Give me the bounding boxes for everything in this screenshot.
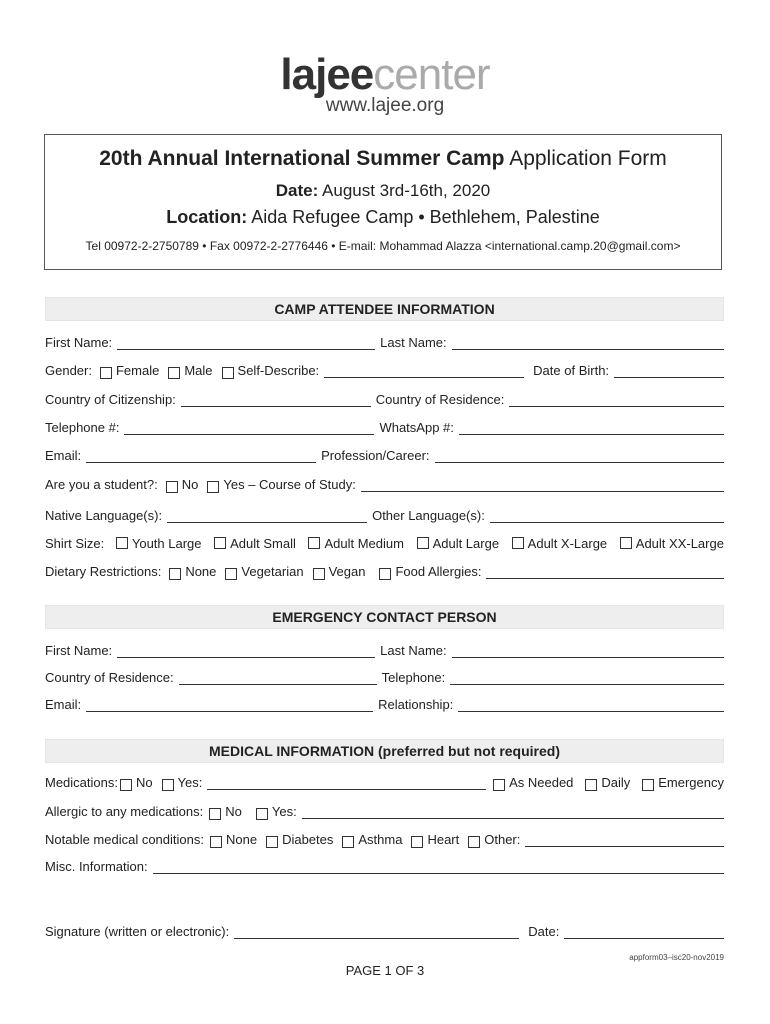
gender-female-label: Female [115, 363, 160, 378]
gender-female-checkbox[interactable] [100, 367, 112, 379]
row-phone [45, 417, 724, 435]
last-name-label: Last Name: [380, 335, 447, 350]
diet-vegetarian-label: Vegetarian [241, 564, 304, 579]
profession-label: Profession/Career: [321, 448, 430, 463]
location-label: Location: [166, 207, 248, 227]
shirt-adult-xlarge-checkbox[interactable] [512, 537, 524, 549]
allergic-yes-label: Yes: [271, 804, 297, 819]
emergency-last-name-label: Last Name: [380, 643, 447, 658]
diet-vegan-checkbox[interactable] [313, 568, 325, 580]
shirt-adult-medium-checkbox[interactable] [308, 537, 320, 549]
signature-date-label: Date: [528, 924, 560, 939]
shirt-adult-large-checkbox[interactable] [417, 537, 429, 549]
residence-label: Country of Residence: [375, 392, 505, 407]
emergency-residence-field[interactable] [179, 672, 377, 685]
emergency-first-name-label: First Name: [45, 643, 113, 658]
student-yes-label: Yes – Course of Study: [223, 477, 356, 492]
other-language-label: Other Language(s): [372, 508, 485, 523]
relationship-field[interactable] [458, 699, 724, 712]
date-label: Date: [275, 181, 319, 200]
shirt-youth-large-checkbox[interactable] [116, 537, 128, 549]
other-condition-field[interactable] [525, 834, 724, 847]
shirt-adult-small-checkbox[interactable] [214, 537, 226, 549]
diet-allergies-label: Food Allergies: [395, 564, 482, 579]
form-title [45, 147, 721, 171]
gender-label: Gender: [45, 363, 92, 378]
diet-none-label: None [185, 564, 217, 579]
student-yes-checkbox[interactable] [207, 481, 219, 493]
dietary-label: Dietary Restrictions: [45, 564, 162, 579]
form-title-bold: 20th Annual International Summer Camp [99, 147, 505, 170]
cond-asthma-label: Asthma [358, 832, 403, 847]
email-label: Email: [45, 448, 82, 463]
allergic-medications-field[interactable] [302, 806, 724, 819]
row-emergency-name [45, 640, 724, 658]
whatsapp-label: WhatsApp #: [379, 420, 454, 435]
med-no-checkbox[interactable] [120, 779, 132, 791]
diet-vegetarian-checkbox[interactable] [225, 568, 237, 580]
diet-none-checkbox[interactable] [169, 568, 181, 580]
allergic-no-label: No [225, 804, 242, 819]
medications-field[interactable] [207, 777, 486, 790]
freq-daily-label: Daily [601, 775, 631, 790]
self-describe-field[interactable] [324, 365, 524, 378]
med-yes-checkbox[interactable] [162, 779, 174, 791]
diet-vegan-label: Vegan [328, 564, 366, 579]
food-allergies-field[interactable] [486, 566, 724, 579]
gender-self-label: Self-Describe: [237, 363, 320, 378]
student-no-checkbox[interactable] [166, 481, 178, 493]
shirt-adult-large-label: Adult Large [432, 536, 500, 551]
cond-diabetes-label: Diabetes [282, 832, 334, 847]
freq-as-needed-checkbox[interactable] [493, 779, 505, 791]
last-name-field[interactable] [452, 337, 724, 350]
first-name-field[interactable] [117, 337, 375, 350]
camp-date [45, 181, 721, 201]
emergency-email-label: Email: [45, 697, 82, 712]
row-email [45, 445, 724, 463]
dob-label: Date of Birth: [533, 363, 610, 378]
row-medications [45, 772, 724, 790]
med-yes-label: Yes: [177, 775, 203, 790]
native-language-field[interactable] [167, 510, 367, 523]
freq-emergency-label: Emergency [658, 775, 724, 790]
cond-heart-label: Heart [427, 832, 460, 847]
emergency-telephone-label: Telephone: [381, 670, 446, 685]
cond-none-label: None [225, 832, 258, 847]
first-name-label: First Name: [45, 335, 113, 350]
cond-heart-checkbox[interactable] [411, 836, 423, 848]
cond-diabetes-checkbox[interactable] [266, 836, 278, 848]
form-code: appform03–isc20-nov2019 [629, 953, 724, 962]
section-header-emergency: EMERGENCY CONTACT PERSON [45, 605, 724, 629]
student-label: Are you a student?: [45, 477, 158, 492]
conditions-label: Notable medical conditions: [45, 832, 204, 847]
relationship-label: Relationship: [378, 697, 454, 712]
course-of-study-field[interactable] [361, 479, 724, 492]
cond-other-checkbox[interactable] [468, 836, 480, 848]
emergency-email-field[interactable] [86, 699, 373, 712]
shirt-adult-xlarge-label: Adult X-Large [527, 536, 608, 551]
date-value: August 3rd-16th, 2020 [318, 181, 491, 200]
residence-field[interactable] [509, 394, 724, 407]
whatsapp-field[interactable] [459, 422, 724, 435]
allergic-no-checkbox[interactable] [209, 808, 221, 820]
camp-location [45, 207, 721, 228]
row-language [45, 505, 724, 523]
signature-field[interactable] [234, 926, 519, 939]
shirt-adult-small-label: Adult Small [230, 536, 296, 551]
freq-daily-checkbox[interactable] [585, 779, 597, 791]
shirt-youth-large-label: Youth Large [131, 536, 202, 551]
form-header-box [44, 134, 722, 270]
contact-line: Tel 00972-2-2750789 • Fax 00972-2-2776446 • E-mail: Mohammad Alazza <international.camp.20@gmail.com> [85, 239, 681, 253]
row-allergic [45, 801, 724, 819]
diet-allergies-checkbox[interactable] [379, 568, 391, 580]
gender-male-checkbox[interactable] [168, 367, 180, 379]
gender-self-checkbox[interactable] [222, 367, 234, 379]
student-no-label: No [181, 477, 199, 492]
section-header-attendee: CAMP ATTENDEE INFORMATION [45, 297, 724, 321]
row-emergency-residence [45, 667, 724, 685]
signature-label: Signature (written or electronic): [45, 924, 230, 939]
lajee-logo [0, 52, 770, 117]
shirt-adult-medium-label: Adult Medium [324, 536, 404, 551]
location-value: Aida Refugee Camp • Bethlehem, Palestine [247, 207, 600, 227]
emergency-last-name-field[interactable] [452, 645, 724, 658]
cond-asthma-checkbox[interactable] [342, 836, 354, 848]
profession-field[interactable] [435, 450, 724, 463]
row-signature [45, 921, 724, 939]
allergic-label: Allergic to any medications: [45, 804, 204, 819]
misc-label: Misc. Information: [45, 859, 148, 874]
dob-field[interactable] [614, 365, 724, 378]
row-student [45, 474, 724, 492]
telephone-label: Telephone #: [45, 420, 120, 435]
med-no-label: No [135, 775, 153, 790]
row-emergency-email [45, 694, 724, 712]
cond-other-label: Other: [484, 832, 521, 847]
row-attendee-name [45, 332, 724, 350]
other-language-field[interactable] [490, 510, 724, 523]
row-shirt [45, 533, 724, 551]
email-field[interactable] [86, 450, 316, 463]
shirt-adult-xxlarge-checkbox[interactable] [620, 537, 632, 549]
form-title-rest: Application Form [504, 147, 667, 170]
logo-word-bold: lajee [280, 50, 374, 99]
gender-male-label: Male [184, 363, 213, 378]
signature-date-field[interactable] [564, 926, 724, 939]
freq-as-needed-label: As Needed [509, 775, 574, 790]
medications-label: Medications: [45, 775, 118, 790]
citizenship-field[interactable] [181, 394, 371, 407]
section-header-medical: MEDICAL INFORMATION (preferred but not required) [45, 739, 724, 763]
row-country [45, 389, 724, 407]
row-gender [45, 360, 724, 378]
citizenship-label: Country of Citizenship: [45, 392, 176, 407]
native-language-label: Native Language(s): [45, 508, 163, 523]
cond-none-checkbox[interactable] [210, 836, 222, 848]
emergency-residence-label: Country of Residence: [45, 670, 174, 685]
row-dietary [45, 561, 724, 579]
shirt-adult-xxlarge-label: Adult XX-Large [635, 536, 724, 551]
freq-emergency-checkbox[interactable] [642, 779, 654, 791]
shirt-size-label: Shirt Size: [45, 536, 105, 551]
row-misc [45, 856, 724, 874]
misc-field[interactable] [153, 861, 724, 874]
allergic-yes-checkbox[interactable] [256, 808, 268, 820]
logo-word-light: center [373, 50, 490, 99]
row-conditions [45, 829, 724, 847]
telephone-field[interactable] [124, 422, 374, 435]
page-number: PAGE 1 OF 3 [345, 963, 425, 978]
emergency-telephone-field[interactable] [450, 672, 724, 685]
emergency-first-name-field[interactable] [117, 645, 375, 658]
logo-url: www.lajee.org [325, 95, 445, 116]
